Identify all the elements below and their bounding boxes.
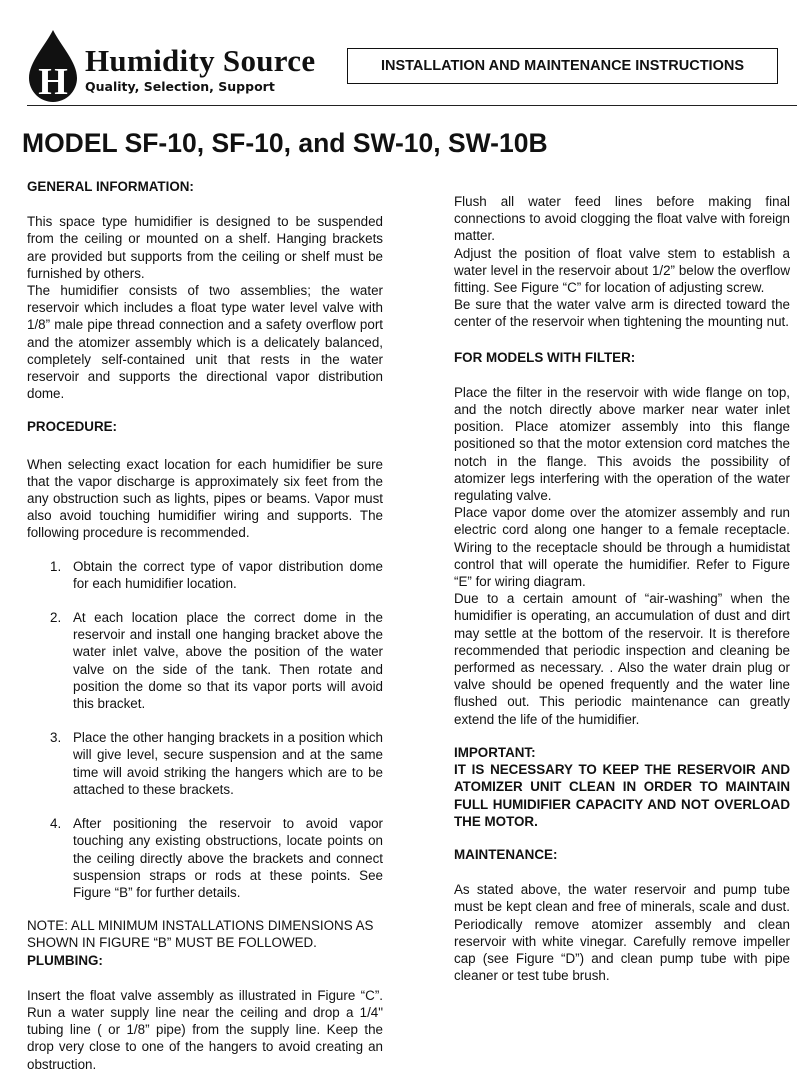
step-text: Obtain the correct type of vapor distribution dome for each humidifier location. [73, 558, 383, 591]
plumbing-paragraph: Insert the float valve assembly as illustrated in Figure “C”. Run a water supply line near the ceiling and drop a 1/4" tubing line ( or 1/8” pipe) from the supply line. Keep the drop very close to one of the hangers to avoid creating an obstruction. [27, 987, 383, 1072]
maintenance-paragraph: As stated above, the water reservoir and pump tube must be kept clean and free of minerals, scale and dust. Periodically remove atomizer assembly and clean reservoir with white vinegar. Carefully remove impeller cap (see Figure “D”) and clean pump tube with pipe cleaner or test tube brush. [454, 882, 790, 984]
filter-paragraph: Due to a certain amount of “air-washing” when the humidifier is operating, an accumulation of dust and dirt may settle at the bottom of the reservoir. It is therefore recommended that periodic inspection and cleaning be performed as necessary. . Also the water drain plug or valve should be opened frequently and the water line flushed out. This periodic maintenance can greatly extend the life of the humidifier. [454, 591, 790, 727]
logo-tagline: Quality, Selection, Support [85, 79, 275, 94]
procedure-step [27, 815, 383, 901]
plumbing-paragraph: Adjust the position of float valve stem to establish a water level in the reservoir about 1/2” below the overflow fitting. See Figure “C” for location of adjusting screw. [454, 245, 790, 296]
general-information-paragraph: This space type humidifier is designed to be suspended from the ceiling or mounted on a shelf. Hanging brackets are provided but supports from the ceiling or shelf must be furnished by others. [27, 214, 383, 281]
procedure-step [27, 609, 383, 712]
step-text: At each location place the correct dome in the reservoir and install one hanging bracket above the water inlet valve, above the position of the water valve on the side of the tank. Then rotate and position the dome so that its vapor ports will avoid this bracket. [73, 610, 383, 712]
doc-type-box [347, 48, 778, 84]
step-text: Place the other hanging brackets in a position which will give level, secure suspension and at the same time will avoid striking the hangers which are to be attached to these brackets. [73, 730, 383, 797]
step-number: 3. [50, 730, 62, 746]
maintenance-heading: MAINTENANCE: [454, 846, 558, 862]
svg-text:H: H [38, 61, 68, 103]
important-label: IMPORTANT: [454, 744, 536, 760]
header-divider [27, 105, 797, 106]
left-column [27, 178, 383, 1073]
model-title: MODEL SF-10, SF-10, and SW-10, SW-10B [22, 128, 548, 158]
plumbing-paragraph: Be sure that the water valve arm is directed toward the center of the reservoir when tightening the mounting nut. [454, 297, 790, 330]
procedure-step [27, 558, 383, 592]
step-number: 4. [50, 816, 62, 832]
step-number: 2. [50, 610, 62, 626]
step-number: 1. [50, 558, 62, 574]
water-drop-logo-icon [25, 28, 81, 104]
procedure-step [27, 729, 383, 798]
general-information-heading: GENERAL INFORMATION: [27, 179, 194, 194]
filter-paragraph: Place the filter in the reservoir with wide flange on top, and the notch directly above marker near water inlet position. Place atomizer assembly into this flange positioned so that the motor extension cord matches the notch in the flange. This avoids the possibility of atomizer legs interfering with the operation of the water regulating valve. [454, 384, 790, 504]
filter-paragraph: Place vapor dome over the atomizer assembly and run electric cord along one hanger to a female receptacle. Wiring to the receptacle should be through a humidistat control that will operate the humidifier. Refer to Figure “E” for wiring diagram. [454, 505, 790, 590]
installation-note: NOTE: ALL MINIMUM INSTALLATIONS DIMENSIONS AS SHOWN IN FIGURE “B” MUST BE FOLLOWED. [27, 918, 374, 951]
plumbing-heading: PLUMBING: [27, 952, 103, 968]
filter-heading: FOR MODELS WITH FILTER: [454, 349, 636, 365]
important-text: IT IS NECESSARY TO KEEP THE RESERVOIR AND ATOMIZER UNIT CLEAN IN ORDER TO MAINTAIN FULL HUMIDIFIER CAPACITY AND NOT OVERLOAD THE MOTOR. [454, 762, 790, 829]
procedure-intro: When selecting exact location for each humidifier be sure that the vapor discharge is approximately six feet from the any obstruction such as lights, pipes or beams. Vapor must also avoid touching humidifier wiring and supports. The following procedure is recommended. [27, 456, 383, 541]
right-column [454, 193, 790, 984]
logo-text: Humidity Source [85, 43, 316, 78]
plumbing-paragraph: Flush all water feed lines before making final connections to avoid clogging the float valve with foreign matter. [454, 194, 790, 244]
general-information-paragraph: The humidifier consists of two assemblies; the water reservoir which includes a float type water level valve with 1/8” male pipe thread connection and a safety overflow port and the atomizer assembly which is a delicately balanced, completely self-contained unit that rests in the water reservoir and supports the directional vapor distribution dome. [27, 283, 383, 402]
step-text: After positioning the reservoir to avoid vapor touching any existing obstructions, locate points on the ceiling directly above the brackets and connect suspension straps or rods at these points. See Figure “B” for further details. [73, 816, 383, 900]
doc-type-label: INSTALLATION AND MAINTENANCE INSTRUCTIONS [380, 58, 745, 74]
procedure-steps [27, 558, 383, 901]
procedure-heading: PROCEDURE: [27, 419, 118, 435]
